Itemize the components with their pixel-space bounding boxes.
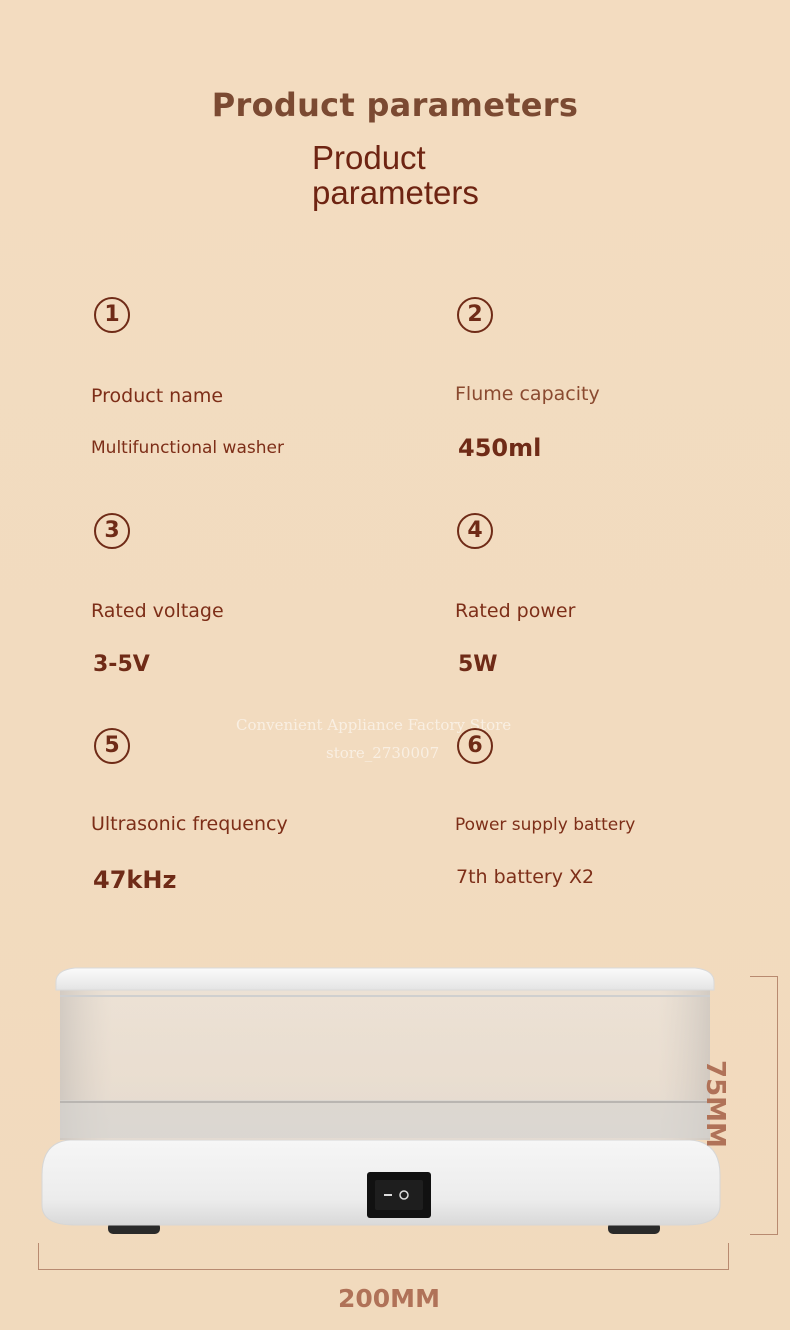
param-value-rated-power: 5W — [458, 652, 498, 677]
width-line-left — [38, 1243, 39, 1270]
width-dimension: 200MM — [338, 1284, 440, 1313]
param-label-product-name: Product name — [91, 385, 224, 407]
param-label-power-supply-battery: Power supply battery — [455, 815, 636, 835]
param-number-5: 5 — [94, 728, 130, 764]
page-subtitle — [312, 140, 479, 210]
param-value-flume-capacity: 450ml — [458, 434, 542, 462]
param-label-flume-capacity: Flume capacity — [455, 383, 600, 405]
param-label-rated-power: Rated power — [455, 600, 576, 622]
param-label-ultrasonic-frequency: Ultrasonic frequency — [91, 813, 288, 835]
width-line-right — [728, 1243, 729, 1270]
watermark-store-name: Convenient Appliance Factory Store — [236, 716, 512, 734]
param-number-4: 4 — [457, 513, 493, 549]
param-number-1: 1 — [94, 297, 130, 333]
ultrasonic-washer-image — [30, 950, 730, 1250]
param-number-2: 2 — [457, 297, 493, 333]
param-value-product-name: Multifunctional washer — [91, 438, 284, 458]
watermark-store-id: store_2730007 — [326, 744, 440, 762]
param-label-rated-voltage: Rated voltage — [91, 600, 224, 622]
param-number-3: 3 — [94, 513, 130, 549]
width-line — [38, 1269, 728, 1270]
height-line-top — [750, 976, 778, 977]
height-line-bottom — [750, 1234, 778, 1235]
param-value-power-supply-battery: 7th battery X2 — [456, 866, 595, 888]
height-line — [777, 976, 778, 1234]
param-number-6: 6 — [457, 728, 493, 764]
washer-lid — [56, 968, 714, 990]
subtitle-line-1: Product — [312, 139, 426, 176]
page-title: Product parameters — [211, 86, 579, 124]
subtitle-line-2: parameters — [312, 174, 479, 211]
param-value-rated-voltage: 3-5V — [93, 652, 150, 677]
param-value-ultrasonic-frequency: 47kHz — [93, 866, 177, 894]
height-dimension: 75MM — [700, 1060, 730, 1148]
